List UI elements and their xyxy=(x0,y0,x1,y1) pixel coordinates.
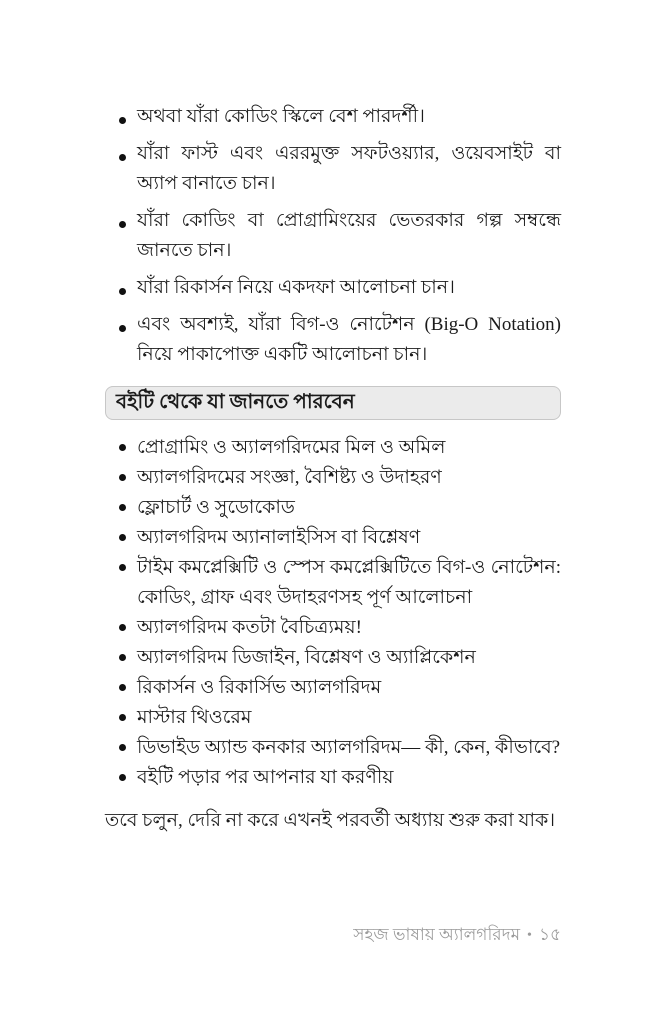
footer-page-number: ১৫ xyxy=(538,925,561,944)
list-item xyxy=(105,139,561,199)
list-item xyxy=(105,673,561,703)
list-item-text: অ্যালগরিদমের সংজ্ঞা, বৈশিষ্ট্য ও উদাহরণ xyxy=(137,467,442,488)
list-item xyxy=(105,553,561,613)
list-item-text: এবং অবশ্যই, যাঁরা বিগ-ও নোটেশন (Big-O Notation) নিয়ে পাকাপোক্ত একটি আলোচনা চান। xyxy=(137,314,561,365)
bullet-icon xyxy=(119,444,126,451)
list-item-text: অথবা যাঁরা কোডিং স্কিলে বেশ পারদর্শী। xyxy=(137,106,425,127)
bullet-icon xyxy=(119,325,126,332)
bullet-icon xyxy=(119,624,126,631)
list-item xyxy=(105,206,561,266)
bullet-icon xyxy=(119,684,126,691)
list-item-text: টাইম কমপ্লেক্সিটি ও স্পেস কমপ্লেক্সিটিতে বিগ-ও নোটেশন: কোডিং, গ্রাফ এবং উদাহরণসহ পূর্ণ আলোচনা xyxy=(137,557,561,608)
list-item xyxy=(105,273,561,303)
list-item xyxy=(105,643,561,673)
list-item-text: যাঁরা কোডিং বা প্রোগ্রামিংয়ের ভেতরকার গল্প সম্বন্ধে জানতে চান। xyxy=(137,210,561,261)
bullet-icon xyxy=(119,714,126,721)
list-item-text: যাঁরা রিকার্সন নিয়ে একদফা আলোচনা চান। xyxy=(137,277,455,298)
list-item-text: মাস্টার থিওরেম xyxy=(137,707,252,728)
list-item xyxy=(105,523,561,553)
bullet-icon xyxy=(119,288,126,295)
list-item xyxy=(105,733,561,763)
list-item xyxy=(105,763,561,793)
list-item xyxy=(105,463,561,493)
bullet-icon xyxy=(119,474,126,481)
list-item-text: ফ্লোচার্ট ও সুডোকোড xyxy=(137,497,295,518)
page-content xyxy=(105,0,561,836)
learn-list xyxy=(105,433,561,793)
list-item xyxy=(105,703,561,733)
bullet-icon xyxy=(119,534,126,541)
bullet-icon xyxy=(119,774,126,781)
list-item xyxy=(105,433,561,463)
list-item-text: অ্যালগরিদম অ্যানালাইসিস বা বিশ্লেষণ xyxy=(137,527,421,548)
list-item-text: যাঁরা ফাস্ট এবং এররমুক্ত সফটওয়্যার, ওয়েবসাইট বা অ্যাপ বানাতে চান। xyxy=(137,143,561,194)
list-item-text: রিকার্সন ও রিকার্সিভ অ্যালগরিদম xyxy=(137,677,382,698)
footer-separator-dot: • xyxy=(527,928,532,943)
bullet-icon xyxy=(119,564,126,571)
list-item-text: অ্যালগরিদম ডিজাইন, বিশ্লেষণ ও অ্যাপ্লিকেশন xyxy=(137,647,476,668)
bullet-icon xyxy=(119,154,126,161)
bullet-icon xyxy=(119,117,126,124)
bullet-icon xyxy=(119,221,126,228)
list-item-text: প্রোগ্রামিং ও অ্যালগরিদমের মিল ও অমিল xyxy=(137,437,446,458)
bullet-icon xyxy=(119,504,126,511)
section-header: বইটি থেকে যা জানতে পারবেন xyxy=(105,386,561,420)
list-item-text: ডিভাইড অ্যান্ড কনকার অ্যালগরিদম— কী, কেন, কীভাবে? xyxy=(137,737,561,758)
bullet-icon xyxy=(119,744,126,751)
list-item xyxy=(105,102,561,132)
list-item xyxy=(105,613,561,643)
list-item xyxy=(105,493,561,523)
list-item-text: অ্যালগরিদম কতটা বৈচিত্র্যময়! xyxy=(137,617,362,638)
list-item-text: বইটি পড়ার পর আপনার যা করণীয় xyxy=(137,767,394,788)
footer-book-title: সহজ ভাষায় অ্যালগরিদম xyxy=(353,925,521,944)
list-item xyxy=(105,310,561,370)
bullet-icon xyxy=(119,654,126,661)
page-footer xyxy=(353,922,561,950)
audience-list xyxy=(105,102,561,370)
closing-paragraph: তবে চলুন, দেরি না করে এখনই পরবর্তী অধ্যায় শুরু করা যাক। xyxy=(105,810,556,831)
